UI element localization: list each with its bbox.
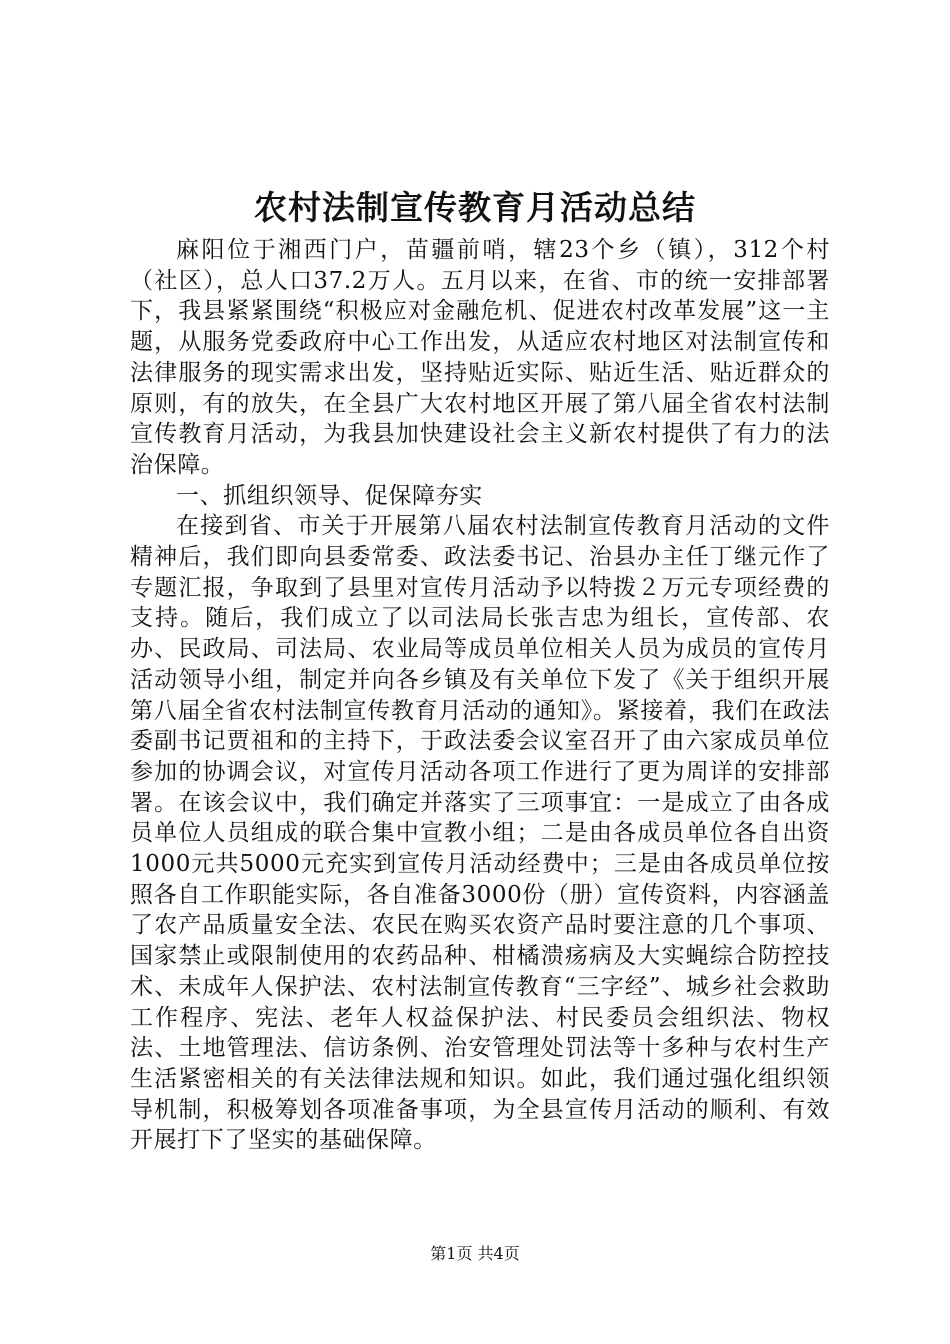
section-heading-1: 一、抓组织领导、促保障夯实 (176, 482, 483, 509)
paragraph-section-1: 在接到省、市关于开展第八届农村法制宣传教育月活动的文件精神后，我们即向县委常委、政法委书记、治县办主任丁继元作了专题汇报，争取到了县里对宣传月活动予以特拨２万元专项经费的支持。随后，我们成立了以司法局长张吉忠为组长，宣传部、农办、民政局、司法局、农业局等成员单位相关人员为成员的宣传月活动领导小组，制定并向各乡镇及有关单位下发了《关于组织开展第八届全省农村法制宣传教育月活动的通知》。紧接着，我们在政法委副书记贾祖和的主持下，于政法委会议室召开了由六家成员单位参加的协调会议，对宣传月活动各项工作进行了更为周详的安排部署。在该会议中，我们确定并落实了三项事宜：一是成立了由各成员单位人员组成的联合集中宣教小组；二是由各成员单位各自出资1000元共5000元充实到宣传月活动经费中；三是由各成员单位按照各自工作职能实际，各自准备3000份（册）宣传资料，内容涵盖了农产品质量安全法、农民在购买农资产品时要注意的几个事项、国家禁止或限制使用的农药品种、柑橘溃疡病及大实蝇综合防控技术、未成年人保护法、农村法制宣传教育“三字经”、城乡社会救助工作程序、宪法、老年人权益保护法、村民委员会组织法、物权法、土地管理法、信访条例、治安管理处罚法等十多种与农村生产生活紧密相关的有关法律法规和知识。如此，我们通过强化组织领导机制，积极筹划各项准备事项，为全县宣传月活动的顺利、有效开展打下了坚实的基础保障。 (130, 513, 830, 1154)
page-footer: 第1页 共4页 (430, 1244, 520, 1263)
document-title: 农村法制宣传教育月活动总结 (254, 188, 696, 227)
paragraph-intro: 麻阳位于湘西门户，苗疆前哨，辖23个乡（镇），312个村（社区），总人口37.2万人。五月以来，在省、市的统一安排部署下，我县紧紧围绕“积极应对金融危机、促进农村改革发展”这一主题，从服务党委政府中心工作出发，从适应农村地区对法制宣传和法律服务的现实需求出发，坚持贴近实际、贴近生活、贴近群众的原则，有的放失，在全县广大农村地区开展了第八届全省农村法制宣传教育月活动，为我县加快建设社会主义新农村提供了有力的法治保障。 (130, 237, 830, 478)
document-body (130, 235, 830, 1156)
